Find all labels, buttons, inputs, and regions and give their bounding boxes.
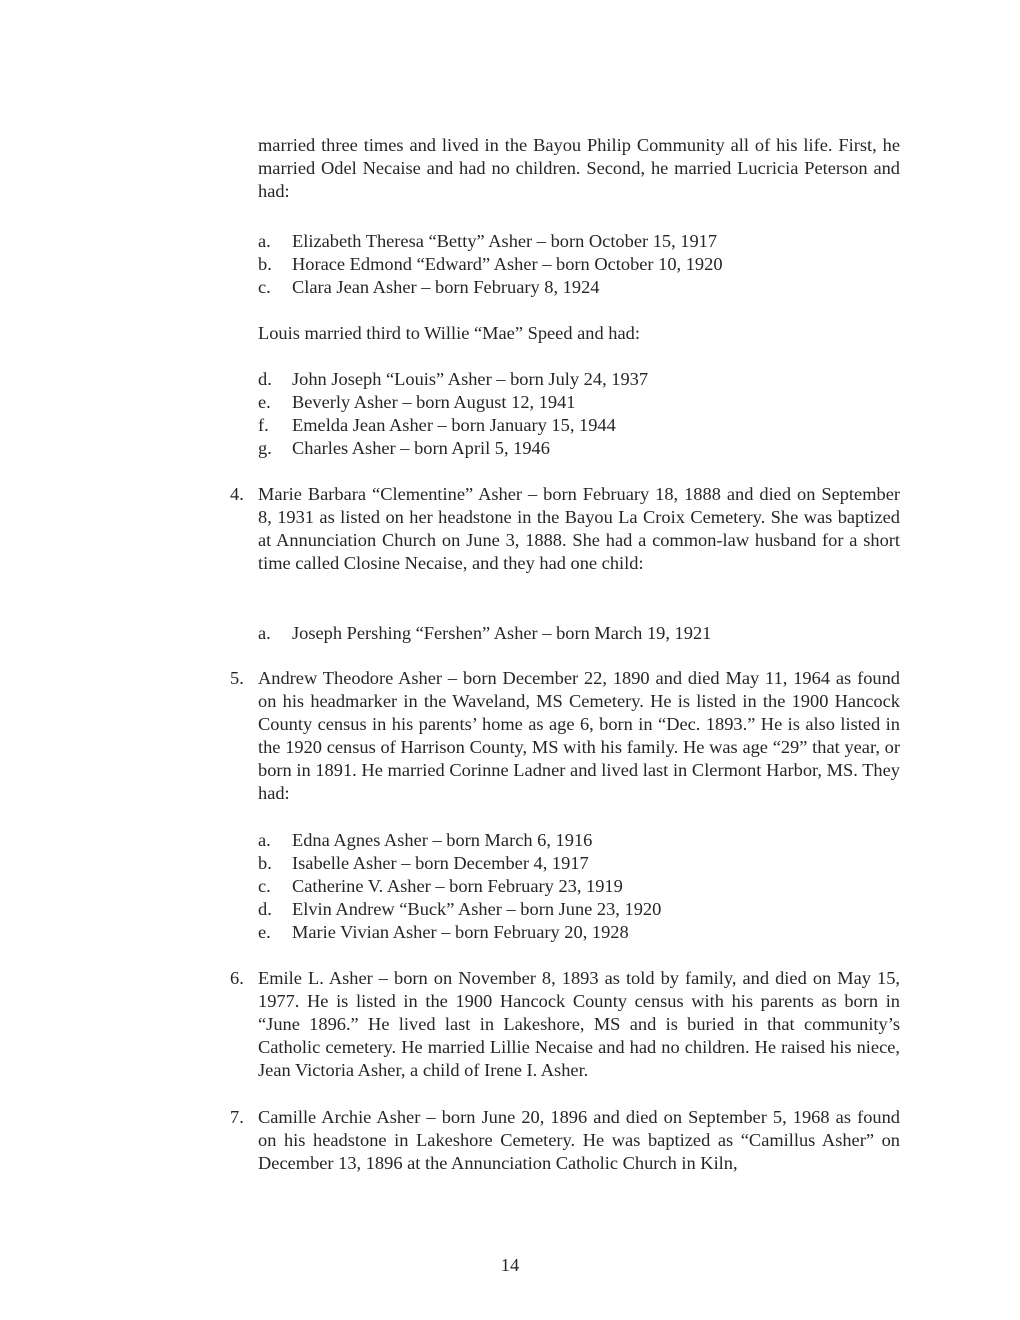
list-item-label: c. [258, 876, 271, 896]
entry-paragraph: Camille Archie Asher – born June 20, 1896 and died on September 5, 1968 as found on his headstone in Lakeshore Cemetery. He was baptized as “Camillus Asher” on December 13, 1896 at the Annunciation Catholic Church in Kiln, [258, 1107, 900, 1173]
list-item-text: Catherine V. Asher – born February 23, 1919 [292, 876, 623, 896]
page-number: 14 [500, 1255, 520, 1275]
list-item-label: g. [258, 438, 272, 458]
list-item-label: b. [258, 853, 272, 873]
list-item-label: a. [258, 231, 271, 251]
list-item-label: b. [258, 254, 272, 274]
list-item-text: Emelda Jean Asher – born January 15, 1944 [292, 415, 616, 435]
entry-paragraph: Marie Barbara “Clementine” Asher – born February 18, 1888 and died on September 8, 1931 as listed on her headstone in the Bayou La Croix Cemetery. She was baptized at Annunciation Church on June 3, 1888. She had a common-law husband for a short time called Closine Necaise, and they had one child: [258, 484, 900, 573]
list-item-text: Clara Jean Asher – born February 8, 1924 [292, 277, 600, 297]
intro-paragraph: married three times and lived in the Bayou Philip Community all of his life. First, he married Odel Necaise and had no children. Second, he married Lucricia Peterson and had: [258, 135, 900, 201]
list-item-label: e. [258, 392, 271, 412]
list-item-label: d. [258, 369, 272, 389]
list-item-label: d. [258, 899, 272, 919]
list-item-text: John Joseph “Louis” Asher – born July 24, 1937 [292, 369, 649, 389]
list-item-text: Beverly Asher – born August 12, 1941 [292, 392, 576, 412]
third-marriage-line: Louis married third to Willie “Mae” Speed and had: [258, 323, 640, 343]
list-item-text: Horace Edmond “Edward” Asher – born October 10, 1920 [292, 254, 723, 274]
list-item-text: Marie Vivian Asher – born February 20, 1928 [292, 922, 629, 942]
list-item-text: Elizabeth Theresa “Betty” Asher – born October 15, 1917 [292, 231, 718, 251]
list-item-label: c. [258, 277, 271, 297]
entry-paragraph: Andrew Theodore Asher – born December 22, 1890 and died May 11, 1964 as found on his headmarker in the Waveland, MS Cemetery. He is listed in the 1900 Hancock County census in his parents’ home as age 6, born in “Dec. 1893.” He is also listed in the 1920 census of Harrison County, MS with his family. He was age “29” that year, or born in 1891. He married Corinne Ladner and lived last in Clermont Harbor, MS. They had: [258, 668, 900, 803]
list-item-text: Elvin Andrew “Buck” Asher – born June 23, 1920 [292, 899, 662, 919]
entry-number: 4. [230, 484, 244, 504]
entry-number: 7. [230, 1107, 244, 1127]
entry-paragraph: Emile L. Asher – born on November 8, 1893 as told by family, and died on May 15, 1977. He is listed in the 1900 Hancock County census with his parents as born in “June 1896.” He lived last in Lakeshore, MS and is buried in that community’s Catholic cemetery. He married Lillie Necaise and had no children. He raised his niece, Jean Victoria Asher, a child of Irene I. Asher. [258, 968, 900, 1080]
list-item-text: Charles Asher – born April 5, 1946 [292, 438, 550, 458]
list-item-text: Joseph Pershing “Fershen” Asher – born March 19, 1921 [292, 623, 712, 643]
list-item-label: f. [258, 415, 269, 435]
list-item-label: a. [258, 623, 271, 643]
entry-number: 5. [230, 668, 244, 688]
list-item-text: Edna Agnes Asher – born March 6, 1916 [292, 830, 593, 850]
entry-number: 6. [230, 968, 244, 988]
list-item-label: e. [258, 922, 271, 942]
list-item-text: Isabelle Asher – born December 4, 1917 [292, 853, 589, 873]
list-item-label: a. [258, 830, 271, 850]
